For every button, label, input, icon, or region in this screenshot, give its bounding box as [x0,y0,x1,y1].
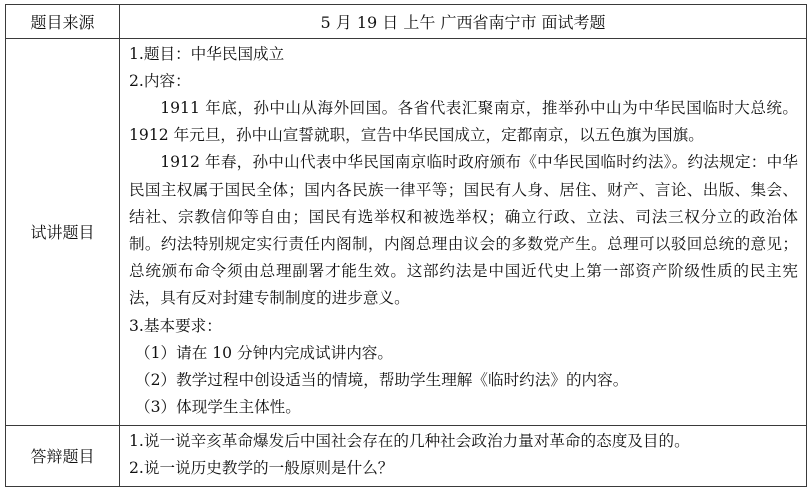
exam-table [5,4,807,487]
requirements-heading: 3.基本要求： [129,316,222,335]
content-heading: 2.内容： [129,72,191,90]
defense-question: 2.说一说历史教学的一般原则是什么？ [129,458,394,477]
exam-title: 5 月 19 日 上午 广西省南宁市 面试考题 [120,5,807,39]
header-row [6,5,807,39]
source-label: 题目来源 [6,5,120,39]
requirement-item: （1）请在 10 分钟内完成试讲内容。 [135,343,393,362]
requirement-item: （3）体现学生主体性。 [135,397,301,416]
defense-row [6,425,807,486]
lecture-content [120,39,807,426]
content-paragraph-1: 1911 年底，孙中山从海外回国。各省代表汇聚南京，推举孙中山为中华民国临时大总统。1912 年元旦，孙中山宣誓就职，宣告中华民国成立，定都南京，以五色旗为国旗。 [129,99,798,145]
defense-label: 答辩题目 [6,425,120,486]
defense-question: 1.说一说辛亥革命爆发后中国社会存在的几种社会政治力量对革命的态度及目的。 [129,431,690,450]
defense-content [120,425,807,486]
requirement-item: （2）教学过程中创设适当的情境，帮助学生理解《临时约法》的内容。 [135,370,629,389]
content-paragraph-2: 1912 年春，孙中山代表中华民国南京临时政府颁布《中华民国临时约法》。约法规定：中华民国主权属于国民全体；国内各民族一律平等；国民有人身、居住、财产、言论、出版、集会、结社、宗教信仰等自由；国民有选举权和被选举权；确立行政、立法、司法三权分立的政治体制。约法特别规定实行责任内阁制，内阁总理由议会的多数党产生。总理可以驳回总统的意见；总统颁布命令须由总理副署才能生效。这部约法是中国近代史上第一部资产阶级性质的民主宪法，具有反对封建专制制度的进步意义。 [129,153,798,308]
lecture-topic: 1.题目：中华民国成立 [129,45,285,63]
lecture-label: 试讲题目 [6,39,120,426]
lecture-row [6,39,807,426]
